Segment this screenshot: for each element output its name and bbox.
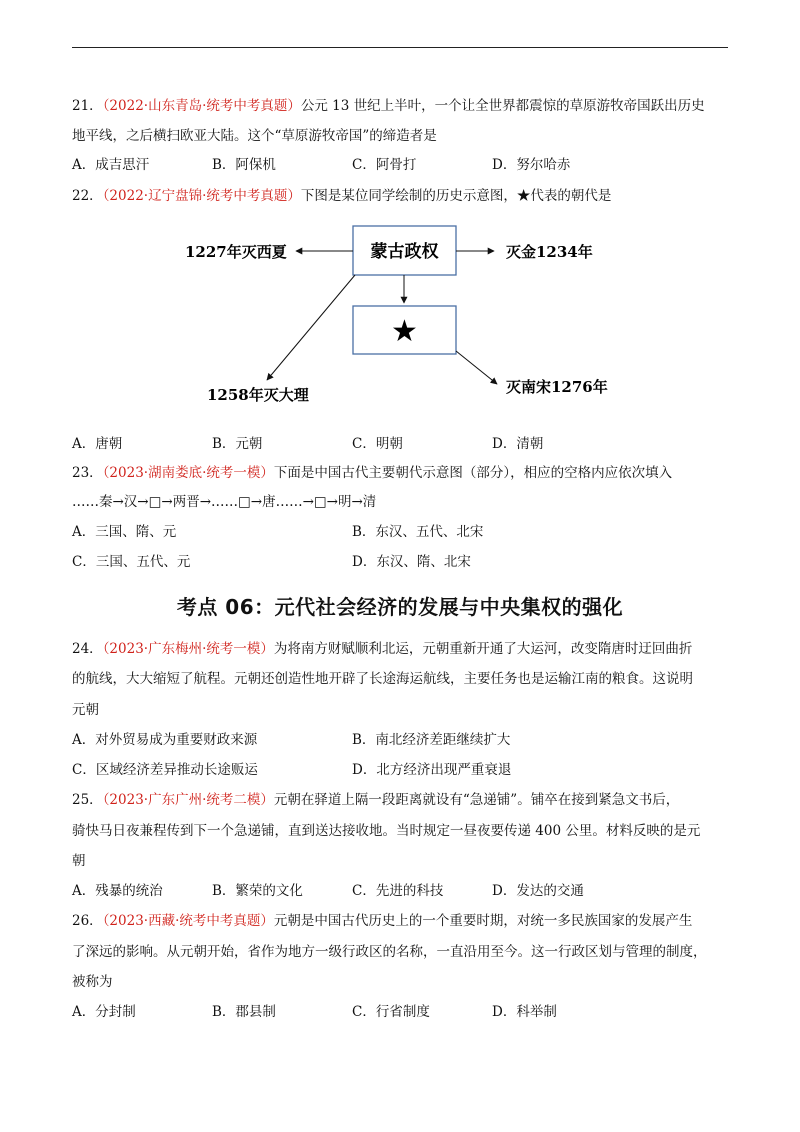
q23-text: 下面是中国古代主要朝代示意图（部分），相应的空格内应依次填入 [273,465,673,481]
q26-option-b[interactable]: B．郡县制 [212,1004,276,1020]
q26-line3: 被称为 [72,974,113,990]
q21-option-c[interactable]: C．阿骨打 [352,157,417,173]
q23-source: （2023·湖南娄底·统考一模） [102,465,274,481]
q25-line3: 朝 [72,853,86,869]
q21-option-a[interactable]: A．成吉思汗 [72,157,150,173]
q21-option-d[interactable]: D．努尔哈赤 [492,157,571,173]
q23-line1 [72,463,672,483]
q25-option-a[interactable]: A．残暴的统治 [72,883,163,899]
q24-option-d[interactable]: D．北方经济出现严重衰退 [352,762,512,778]
q24-option-a[interactable]: A．对外贸易成为重要财政来源 [72,732,258,748]
q21-number: 21． [72,98,103,114]
q25-text: 元朝在驿道上隔一段距离就设有“急递铺”。铺卒在接到紧急文书后， [273,792,680,808]
q22-option-b[interactable]: B．元朝 [212,436,263,452]
q26-line1 [72,911,692,931]
q22-number: 22． [72,188,103,204]
q23-option-d[interactable]: D．东汉、隋、北宋 [352,554,471,570]
q25-line2: 骑快马日夜兼程传到下一个急递铺，直到送达接收地。当时规定一昼夜要传递 400 公里。材料反映的是元 [72,823,701,839]
q22-option-d[interactable]: D．清朝 [492,436,544,452]
q23-option-b[interactable]: B．东汉、五代、北宋 [352,524,484,540]
center-label: 蒙古政权 [370,242,439,262]
q25-number: 25． [72,792,103,808]
q24-line3: 元朝 [72,702,99,718]
q26-source: （2023·西藏·统考中考真题） [102,913,274,929]
arrow-bottom-right [456,351,497,384]
q22-option-a[interactable]: A．唐朝 [72,436,123,452]
q24-source: （2023·广东梅州·统考一模） [102,641,274,657]
q24-line1 [72,639,692,659]
q26-text: 元朝是中国古代历史上的一个重要时期，对统一多民族国家的发展产生 [273,913,693,929]
label-nansong: 灭南宋1276年 [506,378,608,396]
q26-option-d[interactable]: D．科举制 [492,1004,557,1020]
q23-option-c[interactable]: C．三国、五代、元 [72,554,191,570]
label-jin: 灭金1234年 [506,243,593,261]
q25-option-b[interactable]: B．繁荣的文化 [212,883,303,899]
label-xixia: 1227年灭西夏 [185,243,287,261]
q22-source: （2022·辽宁盘锦·统考中考真题） [102,188,301,204]
q24-text: 为将南方财赋顺利北运，元朝重新开通了大运河，改变隋唐时迂回曲折 [273,641,693,657]
q22-option-c[interactable]: C．明朝 [352,436,403,452]
q24-option-b[interactable]: B．南北经济差距继续扩大 [352,732,511,748]
q21-text: 公元 13 世纪上半叶，一个让全世界都震惊的草原游牧帝国跃出历史 [300,98,705,114]
q26-number: 26． [72,913,103,929]
q25-line1 [72,790,679,810]
q25-option-d[interactable]: D．发达的交通 [492,883,584,899]
q23-line2: ……秦→汉→□→两晋→……□→唐……→□→明→清 [72,494,377,510]
star-icon: ★ [391,314,418,349]
q25-source: （2023·广东广州·统考二模） [102,792,274,808]
q26-option-c[interactable]: C．行省制度 [352,1004,430,1020]
label-dali: 1258年灭大理 [207,386,309,404]
q23-number: 23． [72,465,103,481]
q25-option-c[interactable]: C．先进的科技 [352,883,444,899]
q24-option-c[interactable]: C．区域经济差异推动长途贩运 [72,762,258,778]
q21-option-b[interactable]: B．阿保机 [212,157,276,173]
section-title: 考点 06：元代社会经济的发展与中央集权的强化 [176,595,624,619]
q26-line2: 了深远的影响。从元朝开始，省作为地方一级行政区的名称，一直沿用至今。这一行政区划与管理的制度， [72,944,707,960]
q24-number: 24． [72,641,103,657]
q23-option-a[interactable]: A．三国、隋、元 [72,524,177,540]
q24-line2: 的航线，大大缩短了航程。元朝还创造性地开辟了长途海运航线，主要任务也是运输江南的粮食。这说明 [72,671,693,687]
q21-line2: 地平线，之后横扫欧亚大陆。这个“草原游牧帝国”的缔造者是 [72,128,437,144]
arrow-bottom-left [267,275,355,380]
q21-source: （2022·山东青岛·统考中考真题） [102,98,301,114]
q26-option-a[interactable]: A．分封制 [72,1004,136,1020]
q22-text: 下图是某位同学绘制的历史示意图，★代表的朝代是 [300,188,612,204]
